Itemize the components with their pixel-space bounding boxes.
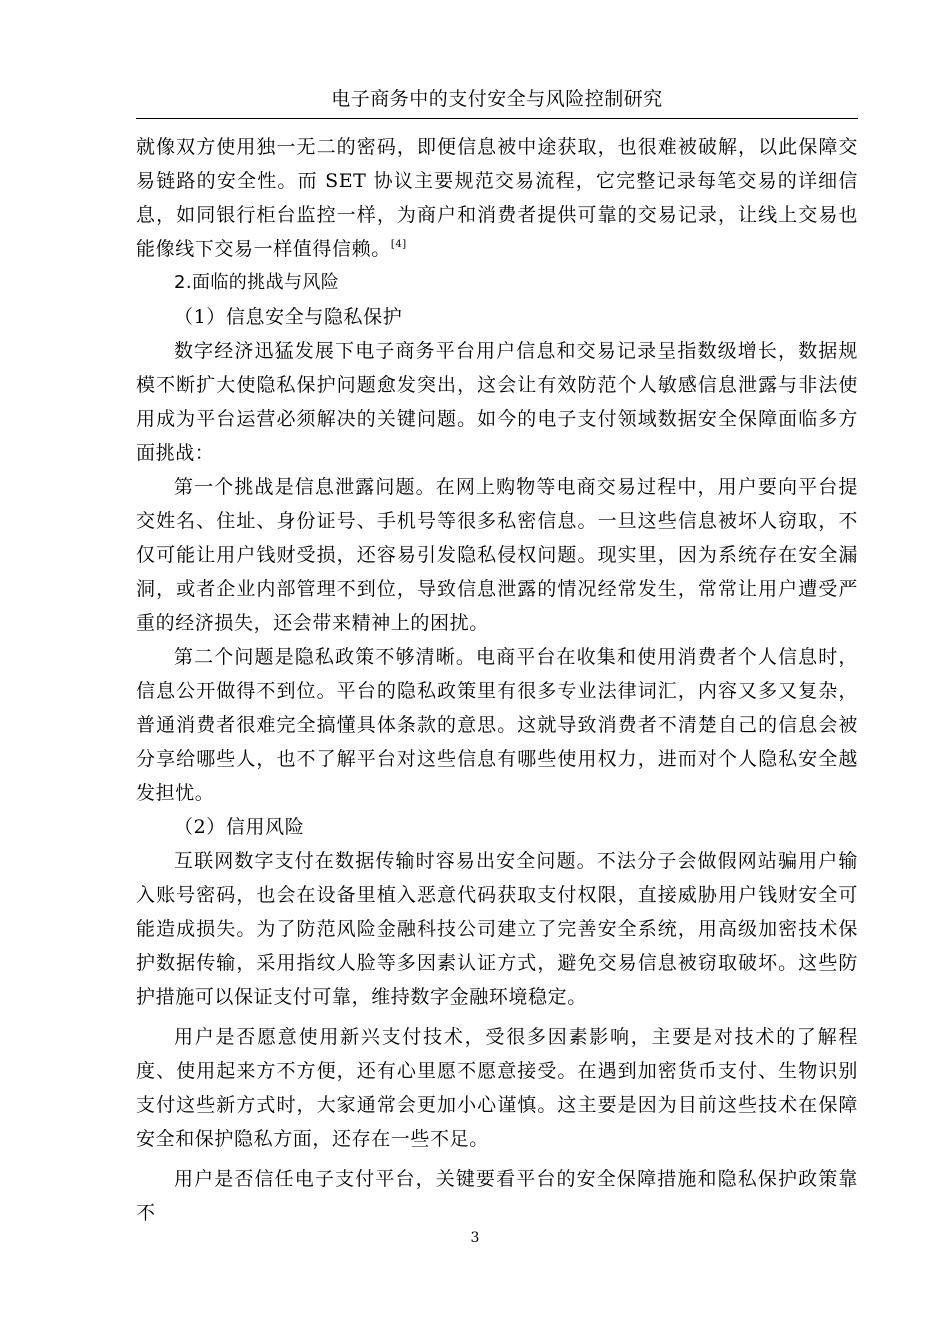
running-header: 电子商务中的支付安全与风险控制研究 [331,88,663,110]
subsection-heading: （2）信用风险 [174,816,305,838]
paragraph: 用户是否信任电子支付平台，关键要看平台的安全保障措施和隐私保护政策靠不 [136,1168,858,1224]
paragraph: 用户是否愿意使用新兴支付技术，受很多因素影响，主要是对技术的了解程度、使用起来方不方便，还有心里愿不愿意接受。在遇到加密货币支付、生物识别支付这些新方式时，大家通常会更加小心谨慎。这主要是因为目前这些技术在保障安全和保护隐私方面，还存在一些不足。 [136,1026,858,1150]
paragraph: 数字经济迅猛发展下电子商务平台用户信息和交易记录呈指数级增长，数据规模不断扩大使隐私保护问题愈发突出，这会让有效防范个人敏感信息泄露与非法使用成为平台运营必须解决的关键问题。如今的电子支付领域数据安全保障面临多方面挑战： [136,340,858,464]
section-heading: 2.面临的挑战与风险 [174,272,340,293]
subsection-heading: （1）信息安全与隐私保护 [174,306,403,328]
header-divider [136,118,858,119]
page-number: 3 [470,1230,480,1246]
body-text [136,130,858,1230]
paragraph-text: 就像双方使用独一无二的密码，即便信息被中途获取，也很难被破解，以此保障交易链路的安全性。而 SET 协议主要规范交易流程，它完整记录每笔交易的详细信息，如同银行柜台监控一样，为商户和消费者提供可靠的交易记录，让线上交易也能像线下交易一样值得信赖。 [136,136,858,260]
citation-marker: [4] [390,239,407,250]
paragraph: 第二个问题是隐私政策不够清晰。电商平台在收集和使用消费者个人信息时，信息公开做得不到位。平台的隐私政策里有很多专业法律词汇，内容又多又复杂，普通消费者很难完全搞懂具体条款的意思。这就导致消费者不清楚自己的信息会被分享给哪些人，也不了解平台对这些信息有哪些使用权力，进而对个人隐私安全越发担忧。 [136,646,858,804]
paragraph-continuation [136,130,858,266]
paragraph: 互联网数字支付在数据传输时容易出安全问题。不法分子会做假网站骗用户输入账号密码，也会在设备里植入恶意代码获取支付权限，直接威胁用户钱财安全可能造成损失。为了防范风险金融科技公司建立了完善安全系统，用高级加密技术保护数据传输，采用指纹人脸等多因素认证方式，避免交易信息被窃取破坏。这些防护措施可以保证支付可靠，维持数字金融环境稳定。 [136,850,858,1008]
paragraph: 第一个挑战是信息泄露问题。在网上购物等电商交易过程中，用户要向平台提交姓名、住址、身份证号、手机号等很多私密信息。一旦这些信息被坏人窃取，不仅可能让用户钱财受损，还容易引发隐私侵权问题。现实里，因为系统存在安全漏洞，或者企业内部管理不到位，导致信息泄露的情况经常发生，常常让用户遭受严重的经济损失，还会带来精神上的困扰。 [136,476,858,634]
